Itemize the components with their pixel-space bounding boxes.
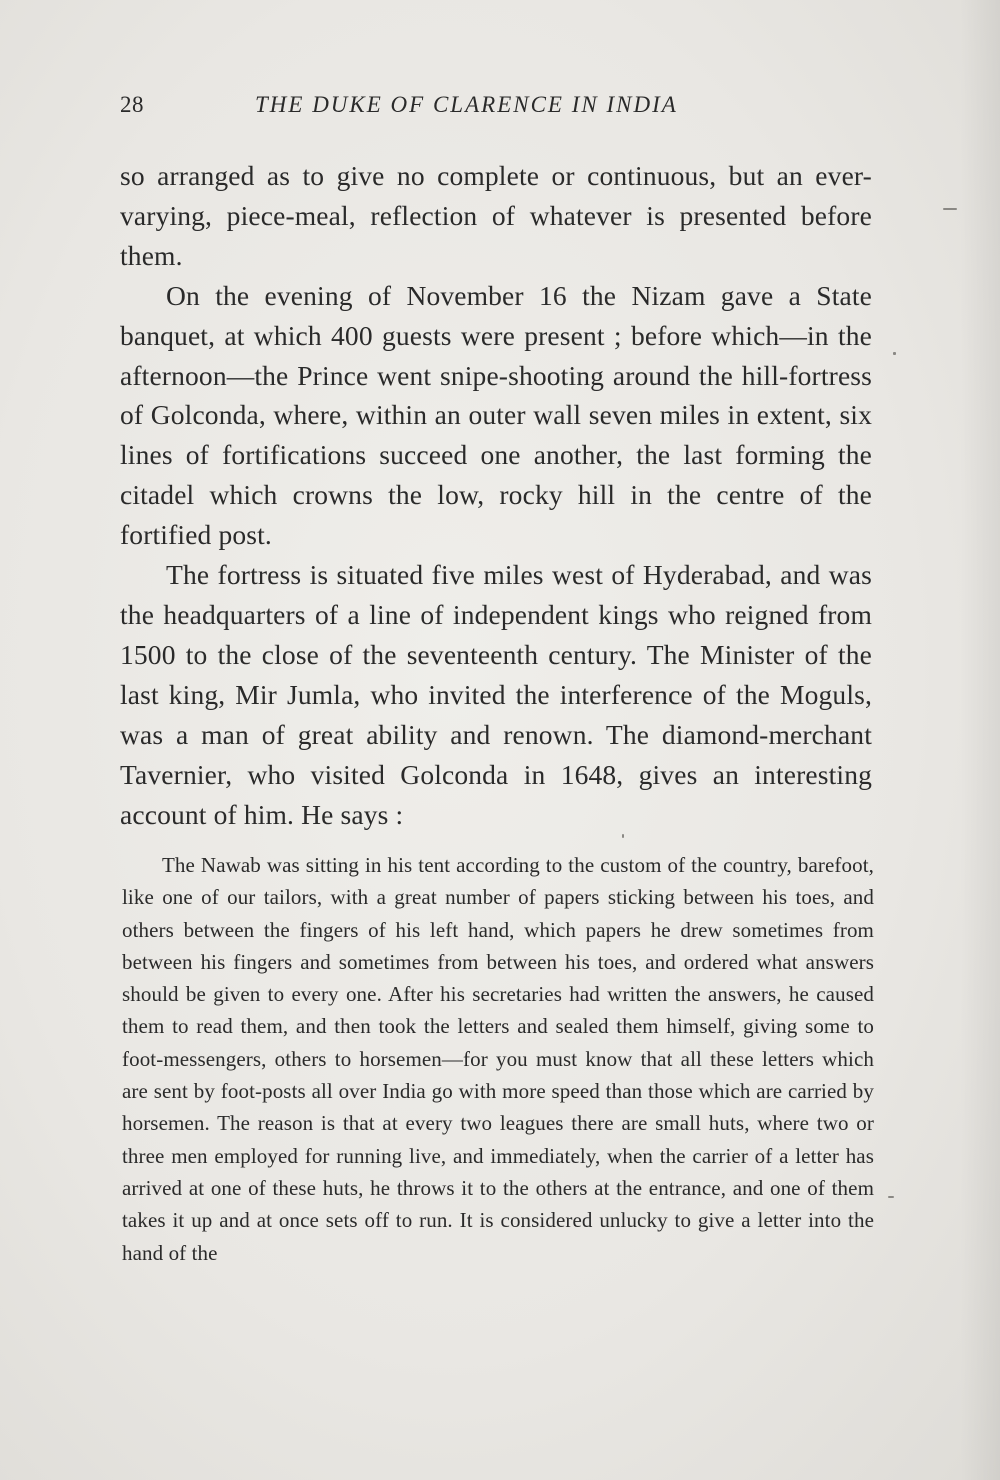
paper-speck bbox=[622, 834, 624, 838]
body-text bbox=[120, 156, 872, 834]
page-number: 28 bbox=[120, 92, 144, 117]
page-header bbox=[120, 92, 880, 122]
paragraph-nizam-banquet: On the evening of November 16 the Nizam gave a State banquet, at which 400 guests were present ; before which—in the afternoon—the Prince went snipe-shooting around the hill-fortress of Golconda, where, within an outer wall seven miles in extent, six lines of fortifications succeed one another, the last forming the citadel which crowns the low, rocky hill in the centre of the fortified post. bbox=[120, 279, 872, 551]
running-title: THE DUKE OF CLARENCE IN INDIA bbox=[255, 92, 678, 117]
paper-speck bbox=[888, 1196, 894, 1198]
block-quotation bbox=[122, 849, 874, 1269]
paper-speck bbox=[893, 352, 896, 355]
paragraph-golconda-fortress: The fortress is situated five miles west of Hyderabad, and was the headquarters of a line of independent kings who reigned from 1500 to the close of the seventeenth century. The Minister of the last king, Mir Jumla, who invited the interference of the Moguls, was a man of great ability and renown. The diamond-merchant Tavernier, who visited Golconda in 1648, gives an interesting account of him. He says : bbox=[120, 559, 872, 830]
quotation-text: The Nawab was sitting in his tent according to the custom of the country, barefoot, like one of our tailors, with a great number of papers sticking between his toes, and others between the fingers of his left hand, which papers he drew sometimes from between his fingers and sometimes from between his toes, and ordered what answers should be given to every one. After his secretaries had written the answers, he caused them to read them, and then took the letters and sealed them himself, giving some to foot-messengers, others to horsemen—for you must know that all these letters which are sent by foot-posts all over India go with more speed than those which are carried by horsemen. The reason is that at every two leagues there are small huts, where two or three men employed for running live, and immediately, when the carrier of a letter has arrived at one of these huts, he throws it to the others at the entrance, and one of them takes it up and at once sets off to run. It is considered unlucky to give a letter into the hand of the bbox=[122, 853, 874, 1265]
paragraph-continuation: so arranged as to give no complete or continuous, but an ever-varying, piece-meal, reflection of whatever is presented before them. bbox=[120, 160, 872, 271]
page-edge-shadow bbox=[960, 0, 1000, 1480]
paper-speck bbox=[943, 208, 957, 210]
